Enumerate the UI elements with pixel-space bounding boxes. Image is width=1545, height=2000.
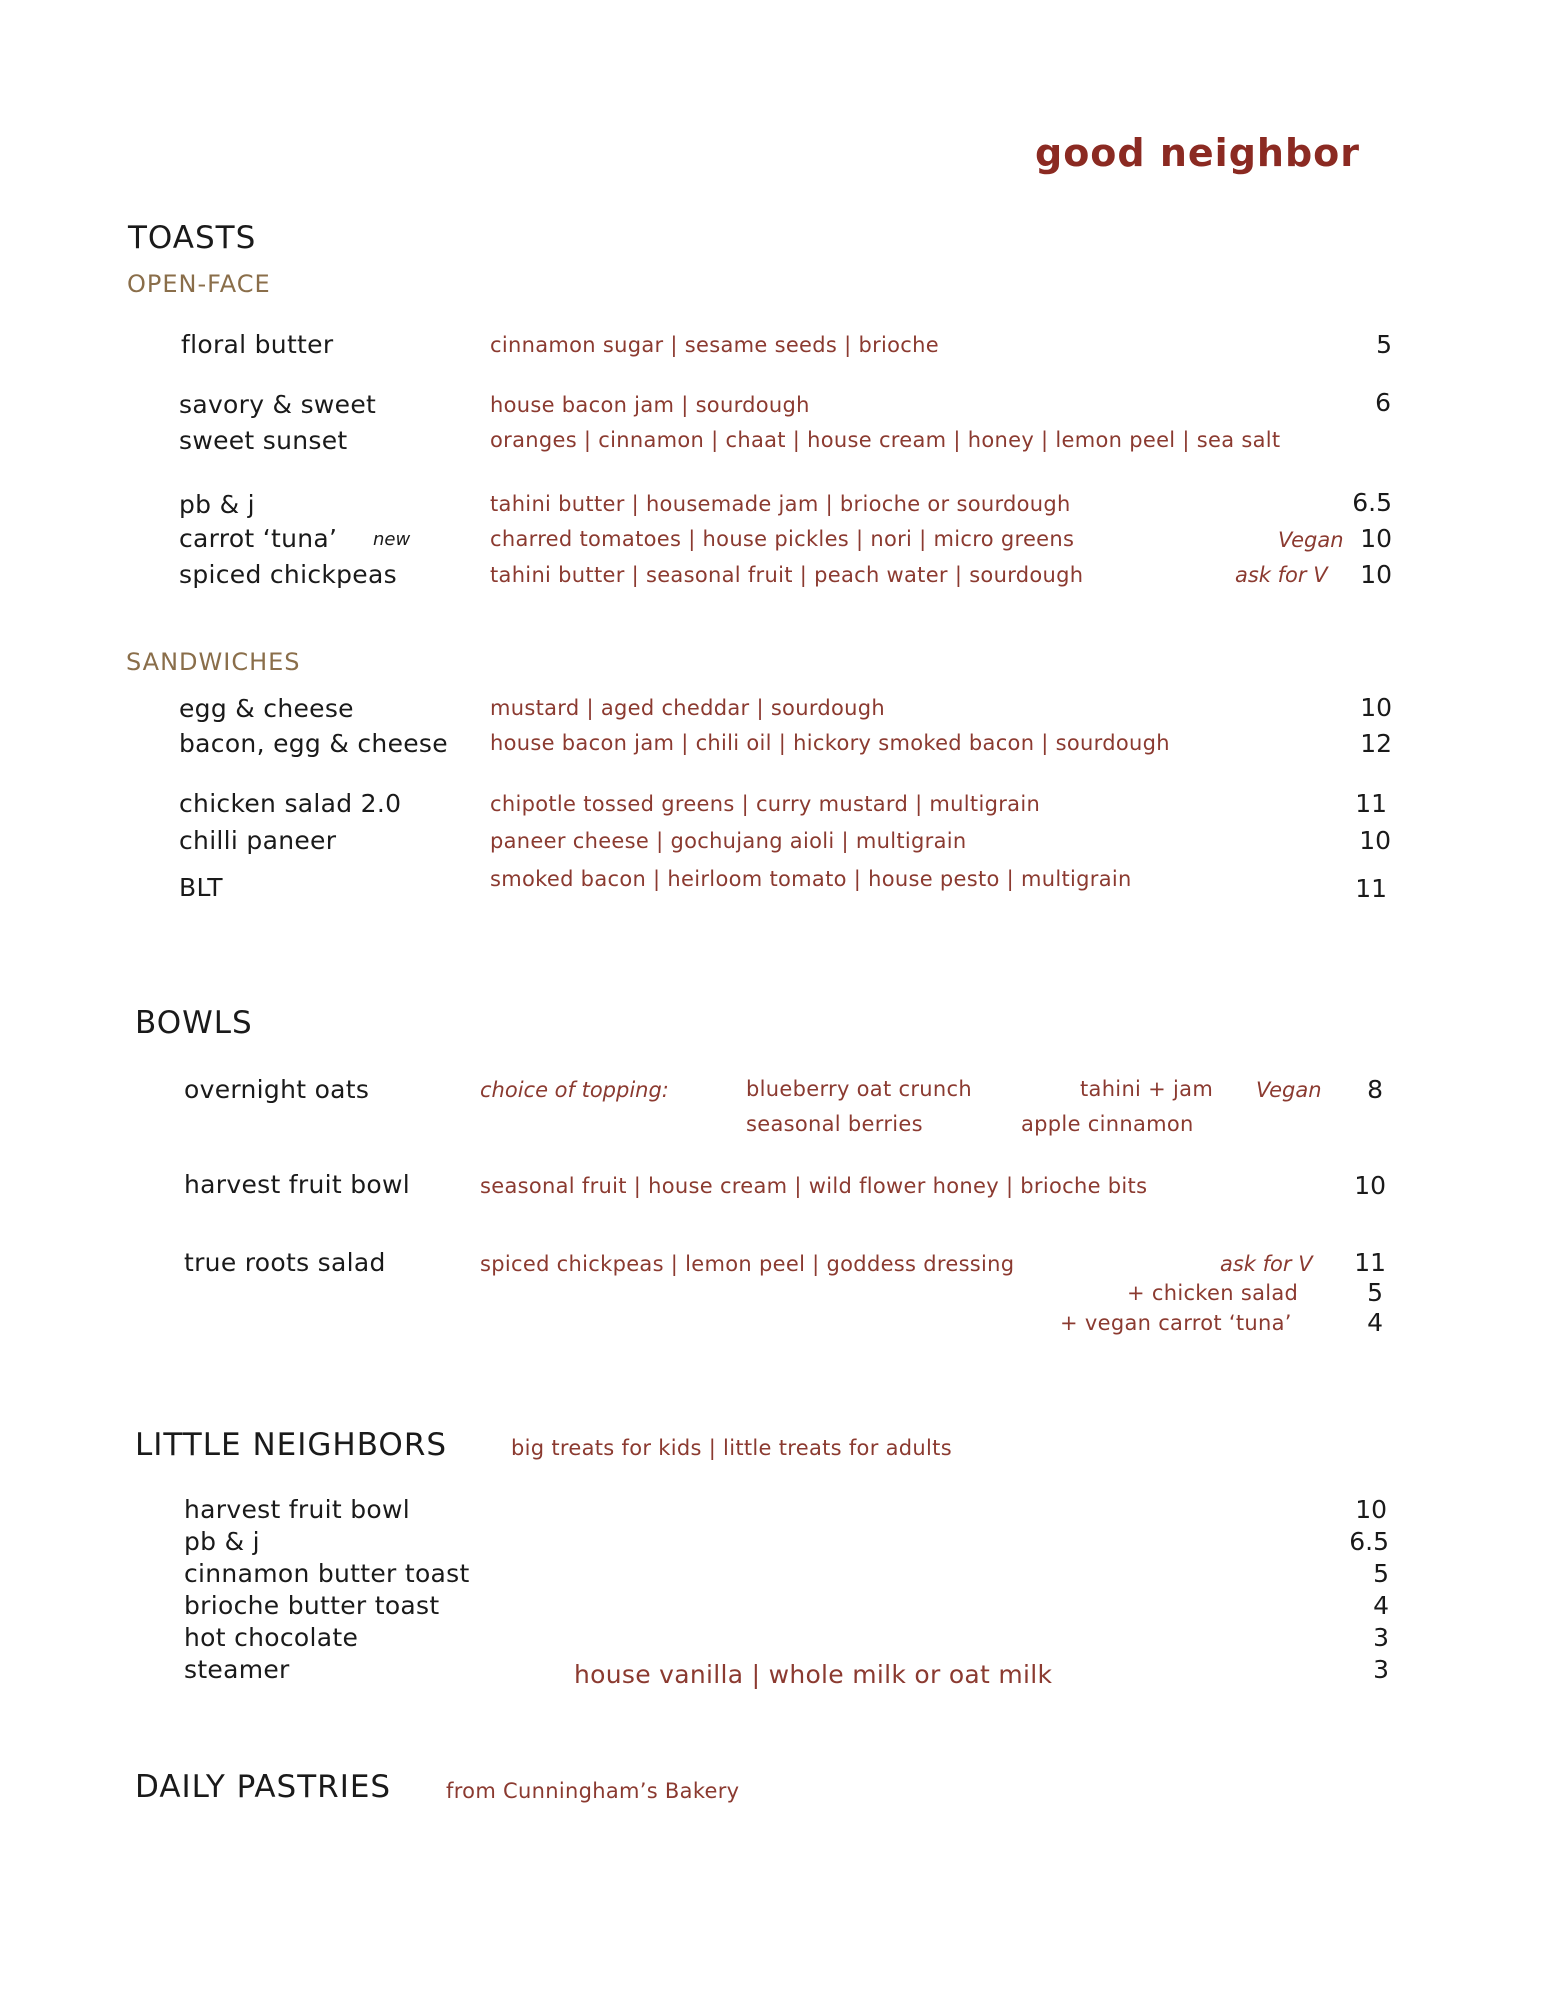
item-name: steamer	[184, 1655, 290, 1684]
item-description: smoked bacon | heirloom tomato | house pesto | multigrain	[490, 867, 1132, 891]
item-price: 10	[1360, 524, 1392, 553]
item-description: house bacon jam | sourdough	[490, 393, 810, 417]
item-price: 10	[1360, 560, 1392, 589]
item-description: oranges | cinnamon | chaat | house cream | honey | lemon peel | sea salt	[490, 428, 1281, 452]
item-price: 11	[1354, 1248, 1386, 1277]
item-price: 6.5	[1352, 488, 1392, 517]
item-name: sweet sunset	[179, 426, 348, 455]
item-price: 8	[1367, 1075, 1383, 1104]
item-name: hot chocolate	[184, 1623, 359, 1652]
vegan-note: Vegan	[1278, 528, 1344, 552]
item-price: 4	[1373, 1591, 1389, 1620]
topping-option: seasonal berries	[746, 1112, 923, 1136]
item-description: house vanilla | whole milk or oat milk	[574, 1660, 1053, 1689]
new-tag: new	[373, 529, 411, 550]
item-description: paneer cheese | gochujang aioli | multigrain	[490, 829, 967, 853]
item-price: 10	[1360, 693, 1392, 722]
item-name: true roots salad	[184, 1248, 386, 1277]
item-name: harvest fruit bowl	[184, 1170, 410, 1199]
item-name: chicken salad 2.0	[179, 789, 402, 818]
addon-label: + chicken salad	[1127, 1281, 1299, 1305]
item-price: 6.5	[1349, 1527, 1389, 1556]
item-name: cinnamon butter toast	[184, 1559, 470, 1588]
item-description: mustard | aged cheddar | sourdough	[490, 696, 886, 720]
item-price: 6	[1375, 388, 1391, 417]
item-name: harvest fruit bowl	[184, 1495, 410, 1524]
addon-price: 4	[1367, 1308, 1383, 1337]
item-price: 11	[1355, 874, 1387, 903]
item-price: 10	[1354, 1171, 1386, 1200]
item-price: 10	[1359, 826, 1391, 855]
item-description: cinnamon sugar | sesame seeds | brioche	[490, 333, 939, 357]
section-title-daily-pastries: DAILY PASTRIES	[135, 1769, 392, 1805]
brand-title: good neighbor	[1035, 131, 1360, 175]
section-tagline: big treats for kids | little treats for adults	[511, 1436, 952, 1460]
item-price: 11	[1355, 789, 1387, 818]
topping-option: tahini + jam	[1080, 1077, 1214, 1101]
item-name: savory & sweet	[179, 390, 377, 419]
addon-price: 5	[1367, 1278, 1383, 1307]
item-description: seasonal fruit | house cream | wild flower honey | brioche bits	[480, 1174, 1148, 1198]
item-name: bacon, egg & cheese	[179, 729, 448, 758]
item-name: floral butter	[181, 330, 334, 359]
subsection-title-sandwiches: SANDWICHES	[126, 648, 301, 676]
section-title-little-neighbors: LITTLE NEIGHBORS	[135, 1427, 448, 1463]
item-price: 5	[1373, 1559, 1389, 1588]
topping-option: blueberry oat crunch	[746, 1077, 972, 1101]
subsection-title-open-face: OPEN-FACE	[127, 270, 271, 298]
topping-option: apple cinnamon	[1021, 1112, 1194, 1136]
item-description: spiced chickpeas | lemon peel | goddess dressing	[480, 1252, 1015, 1276]
section-subtitle: from Cunningham’s Bakery	[446, 1779, 740, 1803]
vegan-note: ask for V	[1220, 1252, 1313, 1276]
item-name: carrot ‘tuna’	[179, 524, 338, 553]
section-title-bowls: BOWLS	[135, 1005, 253, 1041]
item-price: 10	[1355, 1495, 1387, 1524]
item-description: chipotle tossed greens | curry mustard | multigrain	[490, 792, 1041, 816]
item-description: tahini butter | seasonal fruit | peach water | sourdough	[490, 563, 1084, 587]
item-name: egg & cheese	[179, 694, 354, 723]
item-price: 5	[1376, 330, 1392, 359]
item-description: charred tomatoes | house pickles | nori | micro greens	[490, 527, 1075, 551]
item-name: pb & j	[179, 490, 255, 519]
addon-label: + vegan carrot ‘tuna’	[1060, 1311, 1292, 1335]
item-price: 3	[1373, 1655, 1389, 1684]
item-price: 12	[1360, 729, 1392, 758]
vegan-note: Vegan	[1256, 1078, 1322, 1102]
item-name: overnight oats	[184, 1075, 370, 1104]
item-description: tahini butter | housemade jam | brioche or sourdough	[490, 492, 1071, 516]
item-name: brioche butter toast	[184, 1591, 440, 1620]
item-name: spiced chickpeas	[179, 560, 397, 589]
item-description: house bacon jam | chili oil | hickory smoked bacon | sourdough	[490, 731, 1170, 755]
choice-label: choice of topping:	[480, 1078, 669, 1102]
vegan-note: ask for V	[1235, 563, 1328, 587]
section-title-toasts: TOASTS	[128, 220, 257, 256]
item-name: pb & j	[184, 1527, 260, 1556]
item-price: 3	[1373, 1623, 1389, 1652]
item-name: chilli paneer	[179, 826, 337, 855]
item-name: BLT	[179, 873, 223, 902]
